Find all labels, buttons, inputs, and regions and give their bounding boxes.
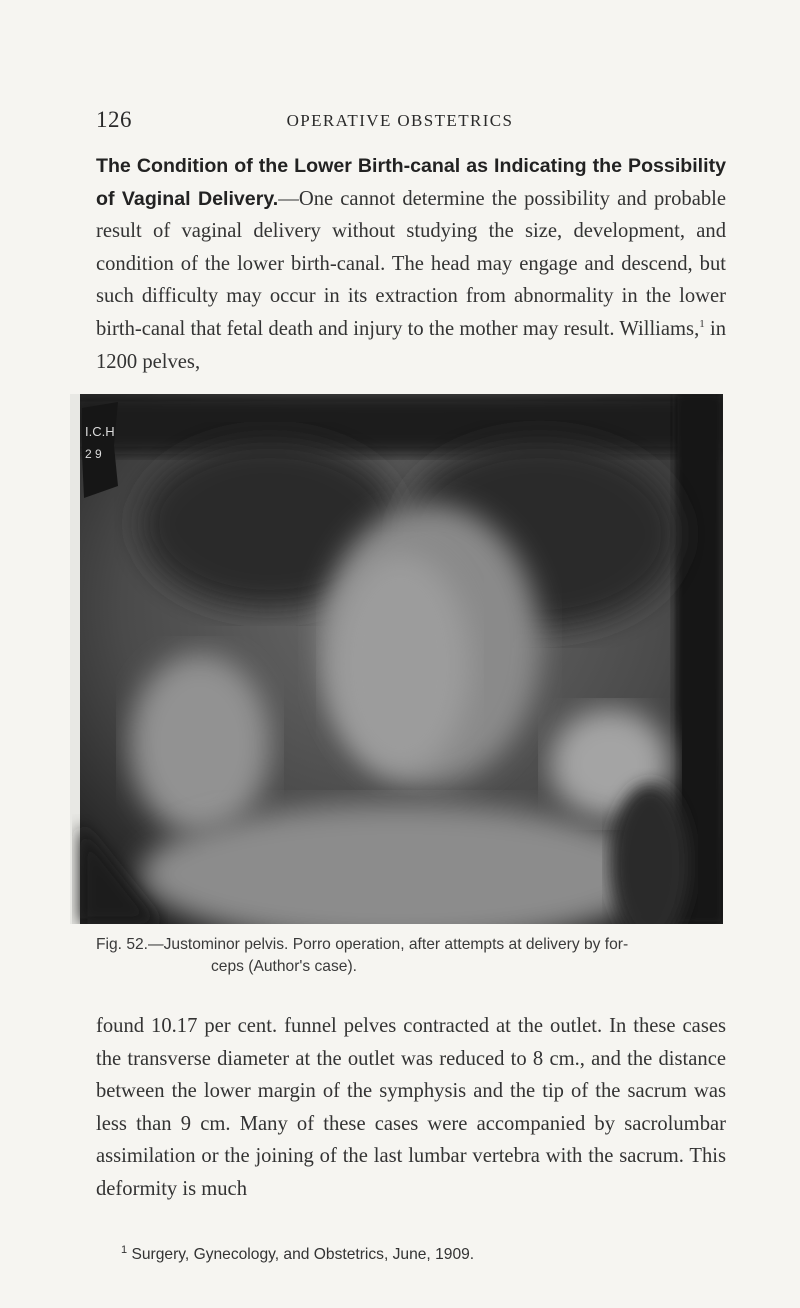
footnote-text: Surgery, Gynecology, and Obstetrics, June, 1909. [127, 1246, 475, 1263]
page-number: 126 [96, 107, 132, 132]
running-title: OPERATIVE OBSTETRICS [286, 111, 514, 130]
footnote [121, 1243, 475, 1264]
paragraph-1-text-end: in 1200 pelves, [96, 317, 726, 373]
xray-figure [70, 394, 723, 924]
xray-image [70, 394, 723, 924]
xray-marker-text-2: 2 9 [85, 447, 102, 461]
caption-line-2: ceps (Author's case). [211, 958, 357, 975]
paragraph-2: found 10.17 per cent. funnel pelves contracted at the outlet. In these cases the transverse diameter at the outlet was reduced to 8 cm., and the distance between the lower margin of the symphysis and the tip of the sacrum was less than 9 cm. Many of these cases were accompanied by sacrolumbar assimilation or the joining of the last lumbar vertebra with the sacrum. This deformity is much [96, 1015, 726, 1200]
footnote-ref-mark: 1 [699, 318, 705, 331]
footnote-mark: 1 [121, 1243, 128, 1256]
paragraph-1-text: —One cannot determine the possibility and probable result of vaginal delivery without studying the size, development, and condition of the lower birth-canal. The head may engage and descend, but such difficulty may occur in its extraction from abnormality in the lower birth-canal that fetal death and injury to the mother may result. Williams, [96, 187, 726, 340]
paragraph-1 [96, 150, 726, 378]
xray-marker-text-1: I.C.H [85, 424, 115, 439]
caption-line-1: Fig. 52.—Justominor pelvis. Porro operation, after attempts at delivery by for- [96, 936, 629, 953]
figure-caption [96, 934, 726, 978]
section-heading: The Condition of the Lower Birth-canal as Indicating the Possibility of Vaginal Delivery. [96, 155, 726, 210]
